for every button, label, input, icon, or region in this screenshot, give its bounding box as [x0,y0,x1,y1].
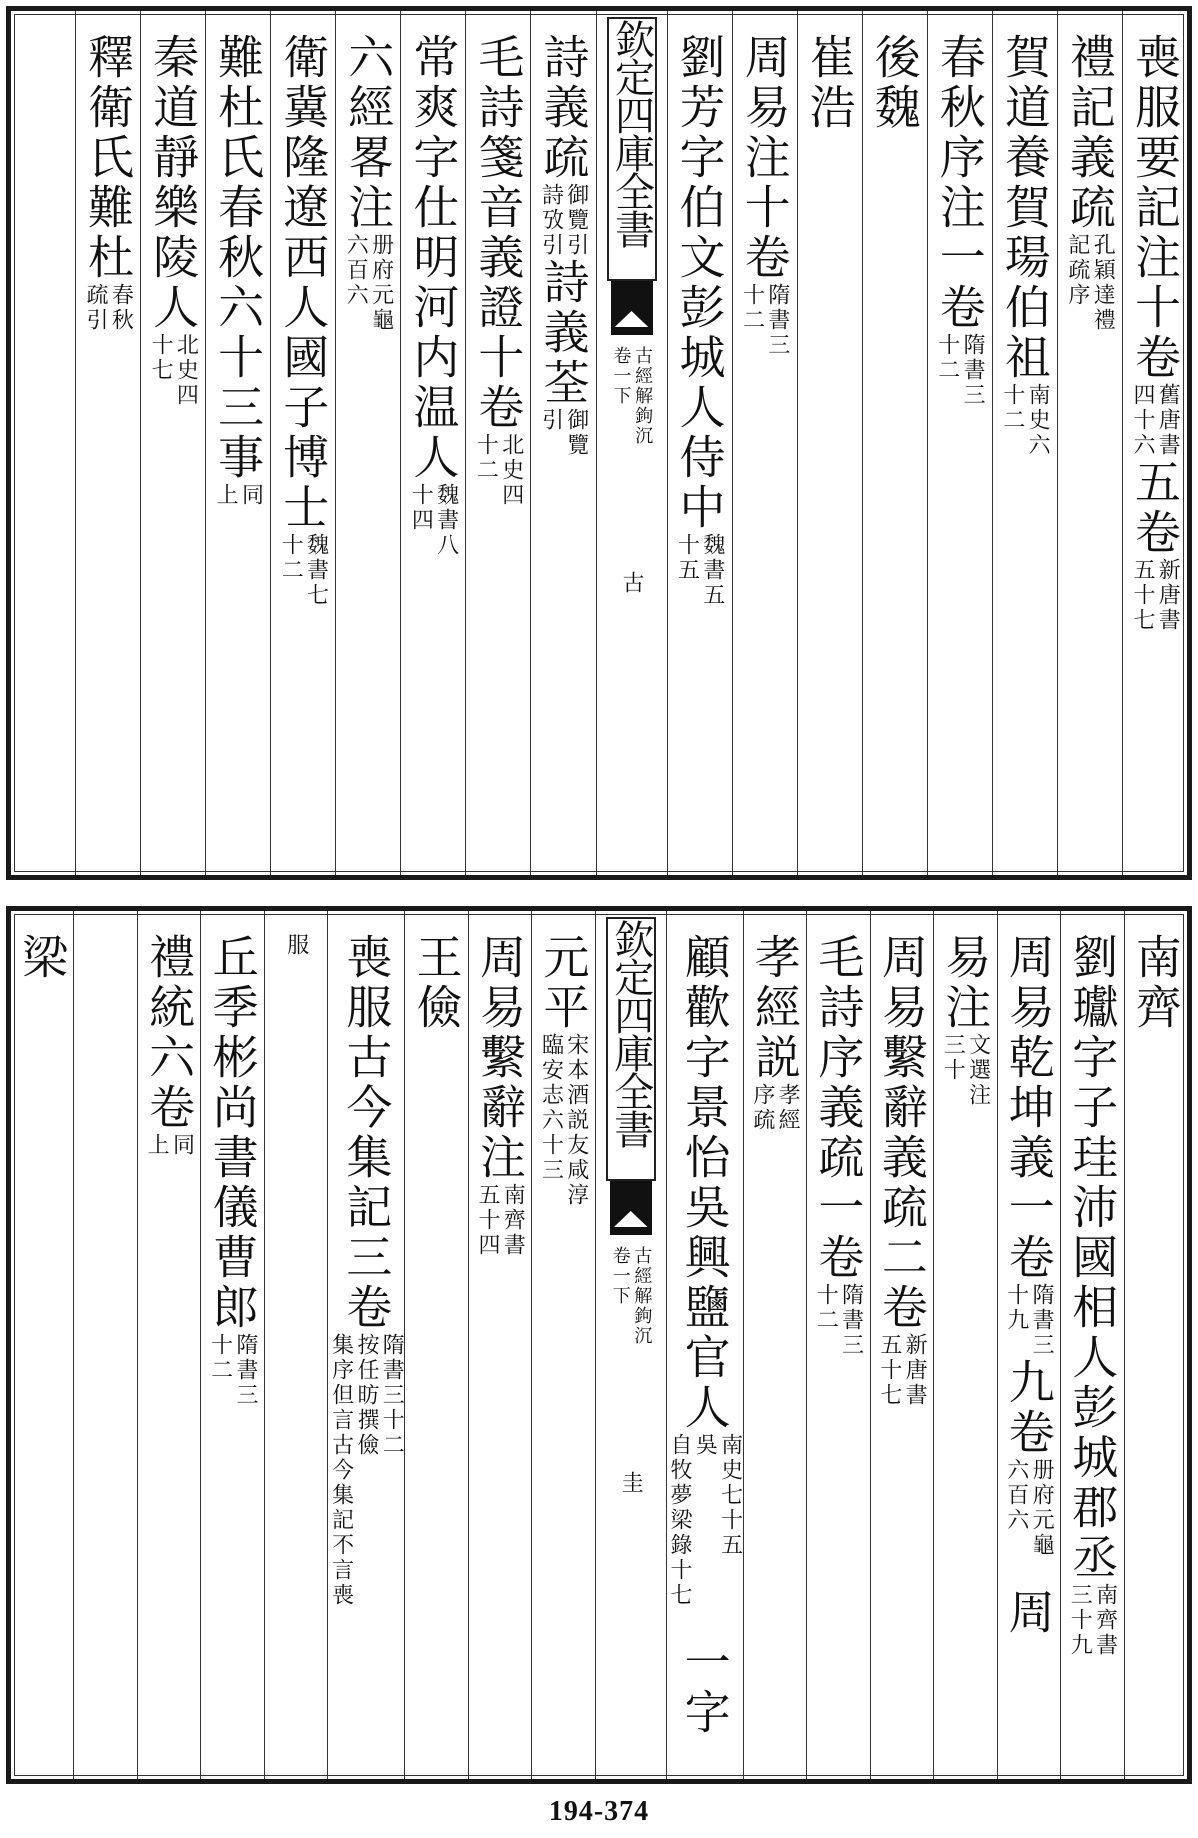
main-text: 孝經説 [747,933,802,1083]
text-column [465,11,530,875]
annotation-line: 六百六 [343,233,369,308]
annotation-line: 隋書三 [232,1333,258,1408]
text-column [200,911,263,1779]
inline-annotation [408,483,459,558]
annotation-line: 南史七十五 [717,1433,743,1558]
annotation-line: 魏書五 [699,533,725,608]
main-text: 劉瓛 [1065,933,1120,1033]
fish-tail-ornament [610,1181,652,1235]
annotation-line: 文選注 [965,1033,991,1108]
annotation-line: 服 [283,933,309,958]
annotation-line: 六百六 [1003,1458,1029,1533]
column-run [11,933,73,983]
column-run [271,33,335,608]
text-column [468,911,531,1779]
annotation-line: 南齊書 [1092,1583,1118,1658]
column-run [1125,933,1187,1033]
main-text: 釋衛氏難杜 [81,33,136,283]
bottom-columns [11,911,1187,1779]
column-run [201,933,263,1408]
annotation-line: 集序但言古今集記不言喪 [328,1333,354,1608]
annotation-line: 隋書三 [838,1283,864,1358]
annotation-line: 宋本酒説友咸淳 [563,1033,589,1208]
inline-annotation [1130,558,1181,633]
inline-annotation [538,408,589,458]
text-column [927,11,992,875]
column-run [993,33,1057,458]
column-run [863,33,927,133]
main-text: 字伯文彭城人侍中 [672,133,727,533]
annotation-line: 隋書三 [960,333,986,408]
text-column [75,11,140,875]
column-run [405,933,467,1033]
text-column [335,11,400,875]
volume-reference [597,346,667,446]
annotation-line: 魏書八 [433,483,459,558]
column-run [206,33,270,508]
text-column [933,911,996,1779]
library-title: 欽定四庫全書 [607,919,654,1147]
main-text: 喪服要記注十卷 [1127,33,1182,383]
annotation-line: 同 [169,1133,195,1158]
text-column [531,911,594,1779]
column-run [532,933,594,1208]
text-column [140,11,205,875]
inline-annotation [1067,1583,1118,1658]
column-run [466,33,530,508]
inline-annotation [538,183,589,258]
main-text: 五卷 [1127,458,1182,558]
main-text: 常爽 [406,33,461,133]
main-text: 毛詩箋音義證十卷 [471,33,526,433]
annotation-line: 十二 [278,533,304,583]
text-column [11,11,75,875]
annotation-line: 隋書三 [764,283,790,358]
main-text: 樂陵人 [146,183,201,333]
annotation-line: 御覽引 [563,183,589,258]
annotation-line: 十七 [148,333,174,383]
main-text: 周易繫辭注 [472,933,527,1183]
annotation-line: 三十九 [1067,1583,1093,1658]
column-run [733,33,797,358]
text-column [530,11,595,875]
annotation-line: 十二 [473,433,499,483]
inline-annotation [674,533,725,608]
main-text: 詩義荃 [536,258,591,408]
text-column [327,911,404,1779]
inline-annotation [667,1433,743,1608]
text-column [732,11,797,875]
annotation-line: 新唐書 [1155,558,1181,633]
inline-annotation [475,1183,526,1258]
page-number: 194-374 [548,1796,650,1827]
inline-annotation [877,1333,928,1408]
text-column [264,911,327,1779]
inline-annotation [538,1033,589,1208]
annotation-line: 孝經 [775,1083,801,1133]
main-text: 周易乾坤義一卷 [1001,933,1056,1283]
text-column [1124,911,1187,1779]
text-column [1122,11,1187,875]
main-text: 尚書儀曹郎 [205,1083,260,1333]
fish-tail-ornament [611,281,653,335]
column-run [76,33,140,333]
main-text: 周易注十卷 [737,33,792,283]
annotation-line: 十四 [408,483,434,533]
text-column [1057,11,1122,875]
column-run [744,933,806,1133]
main-text: 一字 [677,1638,732,1738]
main-text: 南齊 [1128,933,1183,1033]
folio-number-text: 古 [619,571,644,593]
inline-annotation [813,1283,864,1358]
inline-annotation [283,933,308,958]
inline-annotation [144,1133,195,1158]
text-column [743,911,806,1779]
folio-number [596,1471,666,1493]
column-run [807,933,869,1358]
main-text: 字仕明河内温人 [406,133,461,483]
text-column [73,911,136,1779]
annotation-line: 三十 [940,1033,966,1083]
annotation-line: 五十七 [876,1333,902,1408]
volume-reference-line: 古經解鉤沉 [631,1246,653,1346]
inline-annotation [750,1083,801,1133]
main-text: 衛冀隆 [276,33,331,183]
main-text: 春秋序注一卷 [932,33,987,333]
main-text: 詩義疏 [536,33,591,183]
folio-number-text: 圭 [618,1471,644,1493]
annotation-line: 詩攷引 [538,183,564,258]
annotation-line: 四十六 [1129,383,1155,458]
text-column [992,11,1057,875]
main-text: 秦道靜 [146,33,201,183]
inline-annotation [1003,1458,1054,1558]
text-column [997,911,1060,1779]
annotation-line: 孔穎達禮 [1090,233,1116,333]
main-text: 字景怡吳興鹽官人 [677,1033,732,1433]
column-run [934,933,996,1108]
annotation-line: 按任昉撰儉 [353,1333,379,1458]
inline-annotation [739,283,790,358]
library-title: 欽定四庫全書 [608,19,655,247]
main-text: 劉芳 [672,33,727,133]
text-column [870,911,933,1779]
main-text: 毛詩序義疏一卷 [811,933,866,1283]
inline-annotation [207,1333,258,1408]
column-run [401,33,465,558]
annotation-line: 十二 [813,1283,839,1333]
annotation-line: 十二 [207,1333,233,1383]
inline-annotation [148,333,199,408]
column-run [336,33,400,333]
top-page-panel [6,6,1192,880]
bottom-page-panel [6,906,1192,1784]
top-columns [11,11,1187,875]
column-run [928,33,992,408]
annotation-line: 上 [144,1133,170,1158]
main-text: 王儉 [409,933,464,1033]
main-text: 顧歡 [677,933,732,1033]
main-text: 元平 [536,933,591,1033]
text-column [1060,911,1123,1779]
inline-annotation [1000,383,1051,458]
annotation-line: 舊唐書 [1155,383,1181,458]
annotation-line: 五十七 [1129,558,1155,633]
main-text: 周易繫辭義疏二卷 [874,933,929,1333]
volume-reference-line: 古經解鉤沉 [632,346,654,446]
text-column [806,911,869,1779]
main-text: 難杜氏春秋六十三事 [211,33,266,483]
inline-annotation [940,1033,991,1108]
main-text: 九卷 [1001,1358,1056,1458]
main-text: 字子珪沛國相人彭城郡丞 [1065,1033,1120,1583]
text-column [400,11,465,875]
annotation-line: 册府元龜 [368,233,394,333]
main-text: 遼西人國子博士 [276,183,331,533]
annotation-line: 十五 [674,533,700,583]
text-column [797,11,862,875]
annotation-line: 御覽 [563,408,589,458]
column-run [469,933,531,1258]
main-text: 崔浩 [802,33,857,133]
text-column [205,11,270,875]
inline-annotation [213,483,264,508]
folio-number [597,571,667,593]
inline-annotation [83,283,134,333]
text-column [666,911,743,1779]
annotation-line: 疏引 [83,283,109,333]
main-text: 丘季彬 [205,933,260,1083]
center-gutter [596,11,667,875]
annotation-line: 上 [213,483,239,508]
column-run [1123,33,1187,633]
annotation-line: 册府元龜 [1029,1458,1055,1558]
annotation-line: 序疏 [749,1083,775,1133]
annotation-line: 南齊書 [500,1183,526,1258]
annotation-line: 引 [538,408,564,433]
library-title-box [607,17,657,281]
annotation-line: 魏書七 [303,533,329,608]
library-title-box [606,917,656,1181]
inline-annotation [473,433,524,508]
main-text: 禮記義疏 [1062,33,1117,233]
annotation-line: 臨安志六十三 [538,1033,564,1183]
main-text: 喪服古今集記三卷 [339,933,394,1333]
inline-annotation [934,333,985,408]
volume-reference-line: 卷一下 [609,1246,631,1306]
inline-annotation [1130,383,1181,458]
main-text: 後魏 [867,33,922,133]
column-run [667,933,743,1738]
column-run [141,33,205,408]
text-column [862,11,927,875]
annotation-line: 記疏序 [1064,233,1090,308]
main-text: 易注 [938,933,993,1033]
main-text: 周 [1001,1588,1056,1638]
annotation-line: 十二 [999,383,1025,433]
annotation-line: 自牧夢梁錄十七 [667,1433,693,1608]
column-run [138,933,200,1158]
annotation-line: 北史四 [173,333,199,408]
inline-annotation [343,233,394,333]
annotation-line: 春秋 [108,283,134,333]
column-run [998,933,1060,1638]
inline-annotation [1065,233,1116,333]
column-run [871,933,933,1408]
annotation-line: 十二 [739,283,765,333]
annotation-line: 隋書三 [1029,1283,1055,1358]
text-column [667,11,732,875]
column-run [531,33,595,458]
annotation-line: 五十四 [474,1183,500,1258]
column-run [1058,33,1122,333]
volume-reference-line: 卷一下 [610,346,632,406]
main-text: 禮統六卷 [142,933,197,1133]
column-run [265,933,327,958]
text-column [404,911,467,1779]
column-run [798,33,862,133]
inline-annotation [328,1333,404,1608]
inline-annotation [278,533,329,608]
annotation-line: 南史六 [1025,383,1051,458]
main-text: 賀瑒伯祖 [997,183,1052,383]
volume-reference [596,1246,666,1346]
inline-annotation [1003,1283,1054,1358]
column-run [328,933,404,1608]
text-column [11,911,73,1779]
text-column [270,11,335,875]
main-text: 賀道養 [997,33,1052,183]
main-text: 梁 [15,933,70,983]
column-run [1061,933,1123,1658]
annotation-line: 十二 [934,333,960,383]
annotation-line: 新唐書 [902,1333,928,1408]
main-text: 六經畧注 [341,33,396,233]
text-column [137,911,200,1779]
annotation-line: 北史四 [498,433,524,508]
annotation-line: 十九 [1003,1283,1029,1333]
annotation-line: 吳 [692,1433,718,1458]
annotation-line: 隋書三十二 [379,1333,405,1458]
annotation-line: 同 [238,483,264,508]
column-run [668,33,732,608]
center-gutter [595,911,666,1779]
